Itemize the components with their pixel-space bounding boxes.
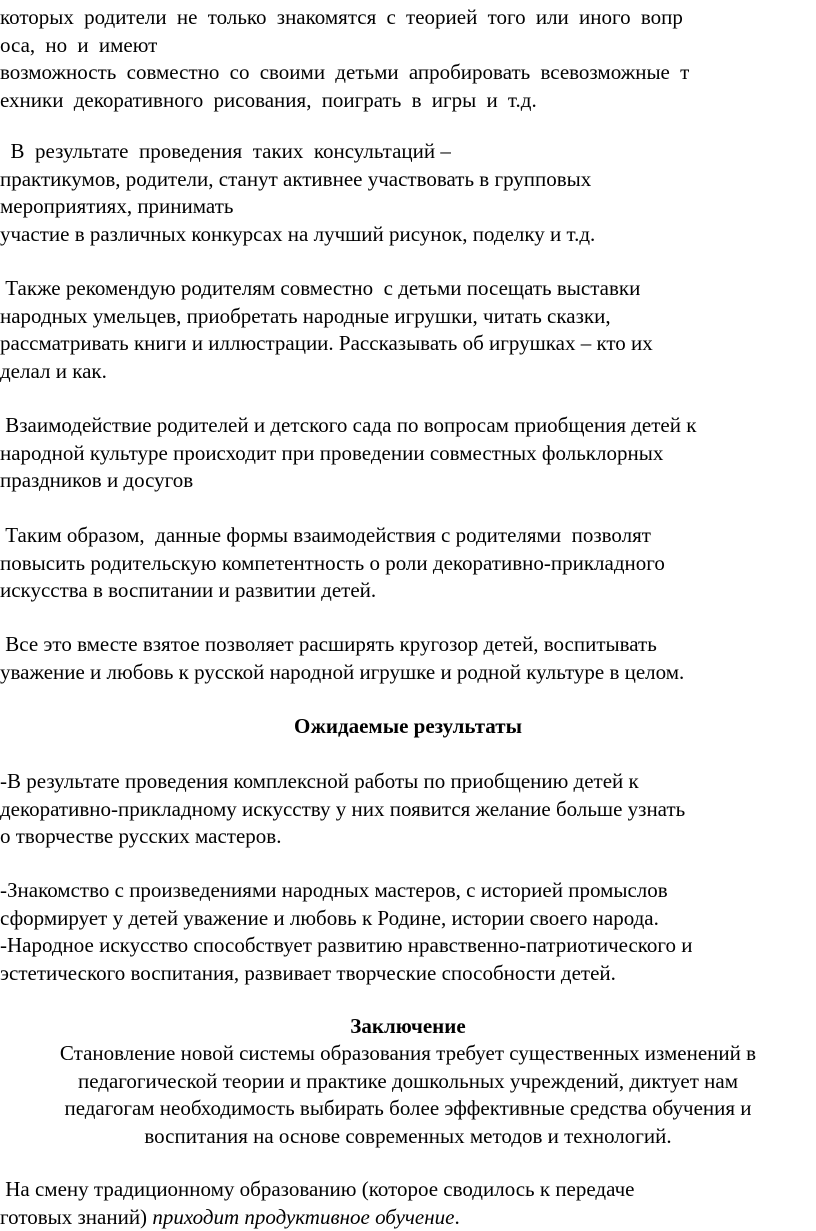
paragraph-3 [0,275,812,385]
text-line: искусства в воспитании и развитии детей. [0,577,812,605]
text-line: воспитания на основе современных методов и технологий. [0,1123,816,1151]
text-line: повысить родительскую компетентность о роли декоративно-прикладного [0,550,812,578]
text-line: Также рекомендую родителям совместно с детьми посещать выставки [0,275,812,303]
paragraph-9 [0,1040,816,1150]
heading-conclusion: Заключение [0,1013,816,1041]
paragraph-1 [0,4,812,114]
text-line: -Знакомство с произведениями народных мастеров, с историей промыслов [0,877,812,905]
text-line-mixed [0,1204,812,1231]
paragraph-4 [0,412,812,495]
text-line: Все это вместе взятое позволяет расширять кругозор детей, воспитывать [0,631,812,659]
text-line: Взаимодействие родителей и детского сада по вопросам приобщения детей к [0,412,812,440]
text-line: о творчестве русских мастеров. [0,823,812,851]
paragraph-6 [0,631,812,686]
paragraph-8 [0,877,812,987]
text-line: уважение и любовь к русской народной игрушке и родной культуре в целом. [0,659,812,687]
text-line: оса, но и имеют [0,32,812,60]
text-line: которых родители не только знакомятся с теорией того или иного вопр [0,4,812,32]
paragraph-10 [0,1176,812,1231]
text-line: педагогической теории и практике дошкольных учреждений, диктует нам [0,1068,816,1096]
italic-text: приходит продуктивное обучение [152,1205,454,1229]
text-line: Таким образом, данные формы взаимодействия с родителями позволят [0,522,812,550]
text-line: сформирует у детей уважение и любовь к Родине, истории своего народа. [0,905,812,933]
text-line: праздников и досугов [0,467,812,495]
text-line: В результате проведения таких консультаций – [0,138,812,166]
heading-expected-results: Ожидаемые результаты [0,713,816,741]
plain-text: готовых знаний) [0,1205,152,1229]
text-line: участие в различных конкурсах на лучший рисунок, поделку и т.д. [0,221,812,249]
text-line: народной культуре происходит при проведении совместных фольклорных [0,440,812,468]
period-text: . [455,1205,460,1229]
text-line: педагогам необходимость выбирать более эффективные средства обучения и [0,1095,816,1123]
text-line: -Народное искусство способствует развитию нравственно-патриотического и [0,932,812,960]
text-line: декоративно-прикладному искусству у них появится желание больше узнать [0,796,812,824]
paragraph-2 [0,138,812,248]
text-line: ехники декоративного рисования, поиграть в игры и т.д. [0,87,812,115]
text-line: эстетического воспитания, развивает творческие способности детей. [0,960,812,988]
text-line: делал и как. [0,358,812,386]
text-line: На смену традиционному образованию (которое сводилось к передаче [0,1176,812,1204]
text-line: практикумов, родители, станут активнее участвовать в групповых [0,166,812,194]
text-line: -В результате проведения комплексной работы по приобщению детей к [0,768,812,796]
paragraph-7 [0,768,812,851]
text-line: Становление новой системы образования требует существенных изменений в [0,1040,816,1068]
paragraph-5 [0,522,812,605]
text-line: рассматривать книги и иллюстрации. Рассказывать об игрушках – кто их [0,330,812,358]
text-line: мероприятиях, принимать [0,193,812,221]
text-line: возможность совместно со своими детьми апробировать всевозможные т [0,59,812,87]
text-line: народных умельцев, приобретать народные игрушки, читать сказки, [0,303,812,331]
